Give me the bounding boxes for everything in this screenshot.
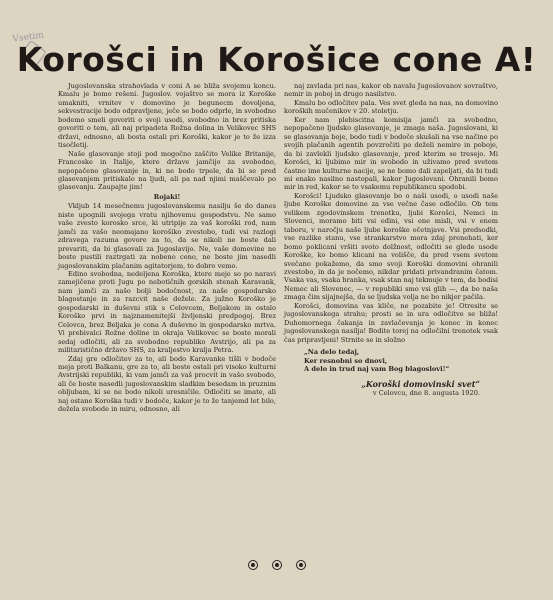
paragraph: Naše glasovanje stoji pod mogočno zaščito Velike Britanije, Francoske in Italije, ktere države jamčijo za svobodno, nepopačeno glasovanje in, ki ne bodo trpele, da bi se pred glasovanjem pritiskalo na ljudi, ali pa nad njimi maščevalo po glasovanju. Zaupajte jim! (58, 149, 276, 192)
ornament-icon (296, 560, 306, 570)
verse-line: Ker resnobni so dnovi, (304, 356, 388, 365)
left-column (58, 82, 276, 414)
paragraph: Edino svobodna, nedeljena Koroška, ktere meje so po naravi zamejičene proti Jugu po nebotičnih gorskih stenah Karavank, nam jamči za našo bolji bodočnost, za naše gospodarsko blagostanje in za razcvit naše dežele. Za južno Koroško je gospodarski in duševni stik s Celovcem, Beljakom in ostalo Koroško prvi in najznamenitejši življenski predpogoj. Brez Celovca, brez Beljaka je cona A duševno in gospodarsko mrtva. Vi prebivalci Rožne doline in okraja Velikovec se boste morali sedaj odločiti, ali za svobodno republiko Avstrijo, ali pa za militaristično državo SHS, za kraljestvo kralja Petra. (58, 269, 276, 355)
poster-title: Korošci in Korošice cone A! (16, 40, 537, 79)
verse-line: „Na delo tedaj, (304, 348, 360, 357)
paragraph: naj zavlada pri nas, kakor ob navalu Jugoslovanov sovraštvo, nemir in poboj in drugo nasilstvo. (284, 82, 498, 99)
paragraph: Vkljub 14 mesečnemu jugoslovanskemu nasilju še do danes niste upognili svojega vratu njihovemu gospodstvu. Ne samo vaše zvesto korosko srce, ki utripije za vaš koroški rod, nam jamči za vašo neomajano korošiko zvestobo, tudi vsi razlogi zdravega razuma govore za to, da se nikoli ne boste dali prevariti, da bi glasovali za Jugoslavijo. Ne, vaše domovine ne boste pustili raztrgati za nobeno ceno, ne boste jim nasedli jugoslovanskim plačanim agitatorjem, to dobro vemo. (58, 202, 276, 270)
paragraph: Kmalu bo odločitev pala. Ves svet gleda na nas, na domovino koroških mučenikov v 20. stoletju. (284, 98, 498, 116)
footer-ornaments (0, 560, 553, 570)
right-column (284, 82, 498, 398)
stamp-label: Vsetim (11, 30, 45, 45)
paragraph: Ker nam plebiscitna komisija jamči za svobodno, nepopačeno ljudsko glasovanje, je zmaga naša. Jugoslovani, ki se glasovanja boje, bodo tudi v bodoče skušali na vse načine po svojih plačanih agentih povzročiti po deželi nemire in poboje, da bi zavlekli ljudsko glasovanje, pred kterim se tresejo. Mi Korošci, ki ljubimo mir in svobodo in uživamo pred svetom častno ime kulturne nacije, se ne bomo dali zapeljati, da bi tudi mi enako nasilno nastopali, kakor Jugoslovani. Ohranili bomo mir in red, kakor se to vsakemu republikancu spodobi. (284, 115, 498, 192)
verse-line: A delo in trud naj vam Bog blagoslovi!“ (304, 364, 450, 373)
paragraph: Jugoslovanska strahovlada v coni A se bliža svojemu koncu. Kmalu je bomo rešeni. Jugoslov. vojaštvo se mora iz Koroške umakniti, vrnitev v domovino je begunecm dovoljena, sekvestracije bodo odpravljene, ječe se bodo odprle, in svobodno bodemo smeli govoriti o svoji usodi, svobodno in brez pritiska govoriti o tem, ali naj pripadeta Rožna dolina in Velikovec SHS državi, odnosno, ali bosta ostali pri Koroški, kakor je to že izza tisočletij. (58, 82, 276, 150)
signature: „Koroški domovinski svet“ (361, 379, 480, 390)
paragraph: Korošci, domovina vas kliče, ne pozabite je! Otresite se jugoslovanskega strahu; prosti se in ura odločitve se bliža! Duhomornega čakanja in zavlačevanja je konec in konec jugoslovanskega nasilja! Bodite torej na odločilni trenotek vsak čas pripravljeni! Strnite se in složno (284, 301, 498, 344)
place-date: v Celovcu, dne 8. augusta 1920. (372, 389, 480, 398)
ornament-icon (272, 560, 282, 570)
ornament-icon (248, 560, 258, 570)
paragraph: Zdaj gre odločitev za to, ali bodo Karavanke tišli v bodoče meja proti Balkanu, gre za to, ali boste ostali pri visoko kulturni Avstrijski republiki, ki vam jamči za vaš procvit in vašo svobodo, ali če boste nasedli jugoslovanskim sladkim besedam in pruznim obljubam, ki se ne bodo nikoli uresničile. Odločiti se imate, ali naj ostane Koroška tudi v bodoče, kakor je to že tanjemd let bilo, dežela svobode in miru, odnosno, ali (58, 354, 276, 414)
section-heading: Rojaki! (153, 192, 181, 201)
paragraph: Korošci! Ljudsko glasovanje bo o naši usodi, o usodi naše ljube Koroške domovine za vse večne čase odločilo. Ob tem velikem zgodovinskem trenotku, ljubi Korošci, Nemci in Slovenci, moramo biti vsi edini, vsi ene misli, vsi v enem taboru, v naročju naše ljube koroške očetnjave. Vsi predsodki, vse razlike stanu, vse strankarstvo mora zdaj prenehati, ker bomo poklicani vršiti svoto dolžnost, odločiti se glede usode Koroške, ko bomo klicani na volišče, da pred vsem svetom svečano pokažemo, da smo svoji Koroški domovini ohranili zvestobo, in da je nočemo, nikdar pridati privandranim čatom. Vsaka vas, vsaka hranka, vsak stan naj tekmuje v tem, da bodisi Nemec ali Slovenec, — v republiki smo vsi glih —, da bo naša zmaga čim sijajnejša, da se ljudska volja ne bo nikjer pačila. (284, 191, 499, 302)
